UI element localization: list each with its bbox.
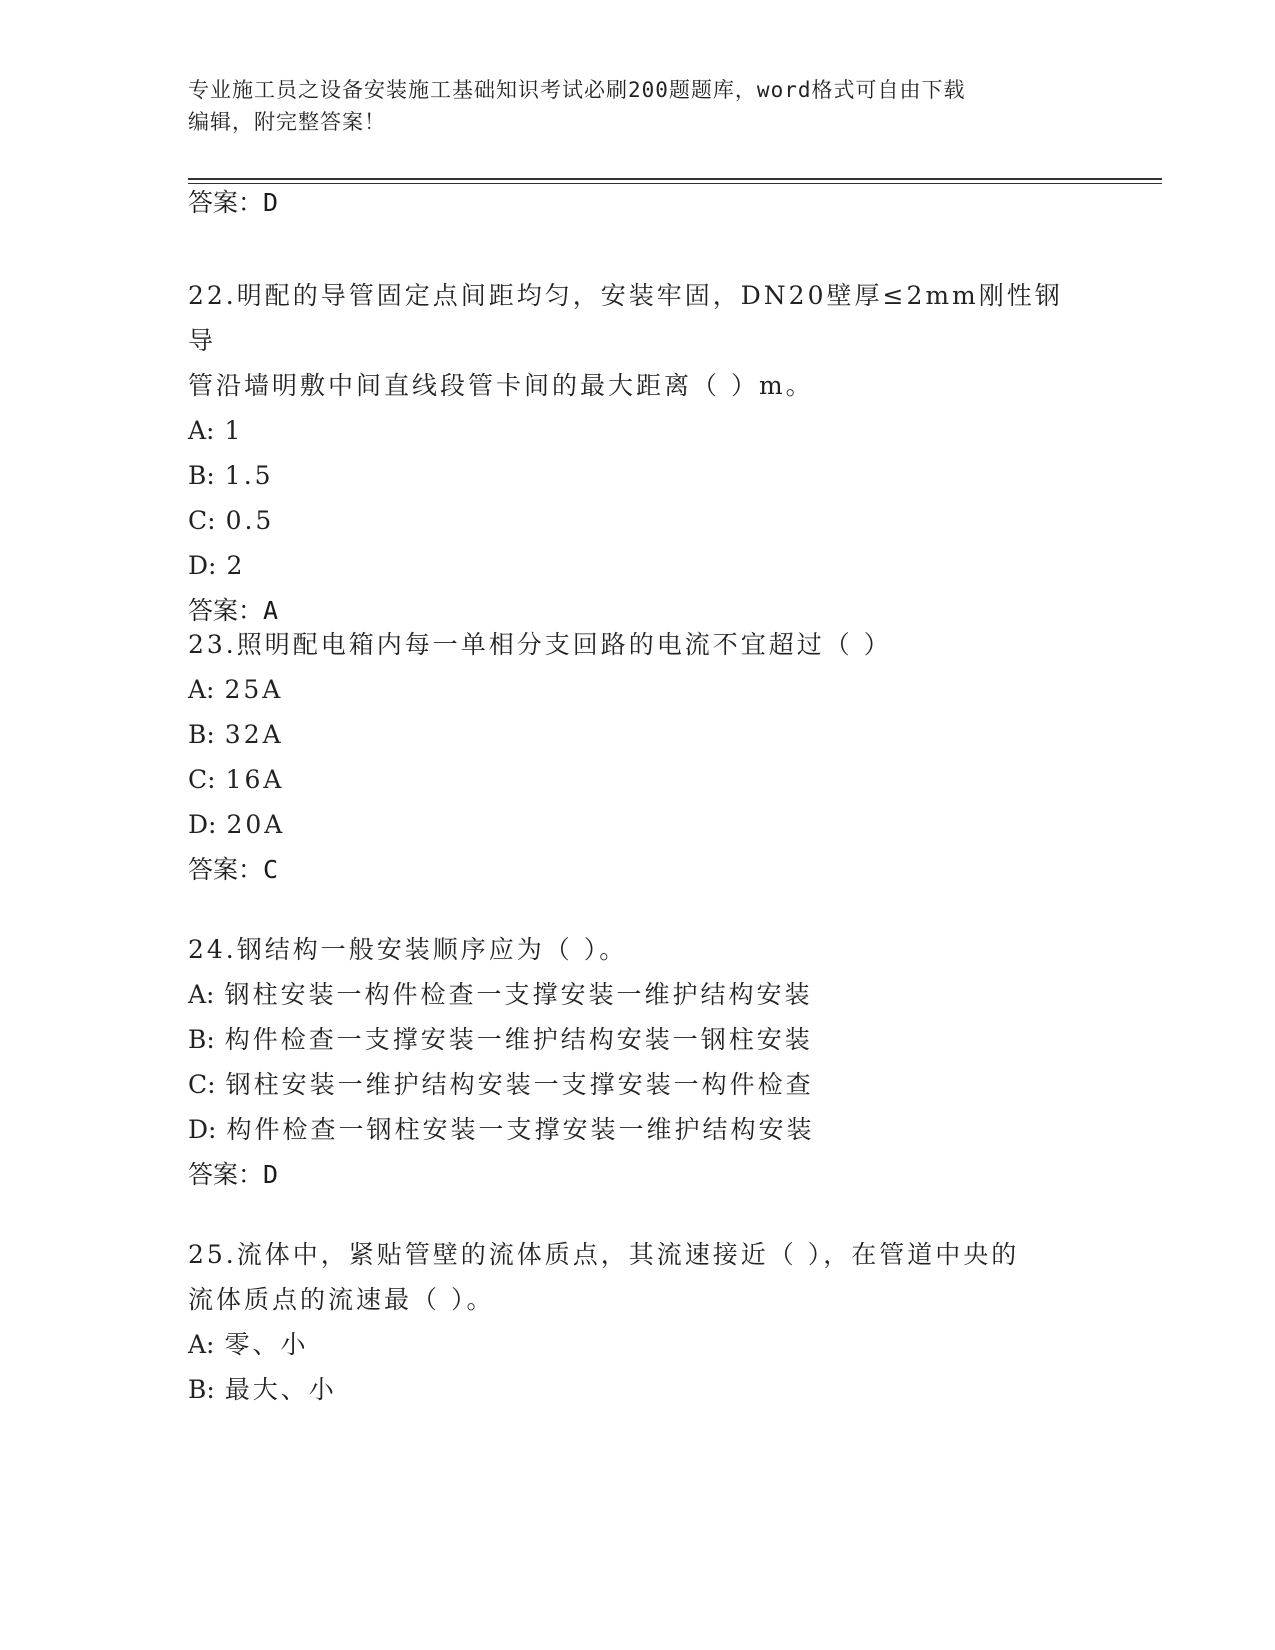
option-d [188, 1107, 1088, 1152]
question-text-line: 22.明配的导管固定点间距均匀，安装牢固，DN20壁厚≤2mm刚性钢导 [188, 281, 1063, 355]
option-letter: B: [188, 461, 215, 490]
option-text: 钢柱安装一构件检查一支撑安装一维护结构安装 [224, 980, 813, 1009]
option-letter: D: [188, 1115, 217, 1144]
option-letter: C: [188, 765, 216, 794]
option-text: 钢柱安装一维护结构安装一支撑安装一构件检查 [225, 1070, 814, 1099]
option-b [188, 1367, 1088, 1412]
option-c [188, 1062, 1088, 1107]
header-divider-thick [188, 178, 1162, 180]
option-a [188, 408, 1088, 453]
header-line-1: 专业施工员之设备安装施工基础知识考试必刷200题题库，word格式可自由下载 [188, 78, 966, 102]
option-letter: B: [188, 1375, 215, 1404]
option-a [188, 972, 1088, 1017]
option-letter: D: [188, 551, 217, 580]
option-letter: B: [188, 720, 215, 749]
option-letter: C: [188, 1070, 216, 1099]
previous-answer-block [188, 188, 1088, 218]
option-d [188, 802, 1088, 847]
option-b [188, 712, 1088, 757]
question-text-line: 23.照明配电箱内每一单相分支回路的电流不宜超过（ ） [188, 630, 892, 659]
option-text: 0.5 [225, 506, 275, 535]
option-letter: A: [188, 416, 215, 445]
question-22 [188, 273, 1088, 626]
option-letter: B: [188, 1025, 215, 1054]
header-line-2: 编辑，附完整答案！ [188, 110, 386, 134]
answer-line: 答案：A [188, 596, 279, 625]
option-text: 25A [224, 675, 284, 704]
answer-line: 答案：D [188, 188, 279, 217]
option-c [188, 757, 1088, 802]
option-text: 2 [226, 551, 246, 580]
option-text: 16A [225, 765, 285, 794]
question-text-line: 管沿墙明敷中间直线段管卡间的最大距离（ ）m。 [188, 371, 814, 400]
question-text-line: 25.流体中，紧贴管壁的流体质点，其流速接近（ ），在管道中央的 [188, 1240, 1020, 1269]
option-text: 1.5 [224, 461, 274, 490]
question-text-line: 24.钢结构一般安装顺序应为（ ）。 [188, 935, 628, 964]
option-text: 构件检查一支撑安装一维护结构安装一钢柱安装 [224, 1025, 813, 1054]
option-letter: A: [188, 1330, 215, 1359]
option-b [188, 1017, 1088, 1062]
question-text-line: 流体质点的流速最（ ）。 [188, 1285, 495, 1314]
document-header [188, 74, 1088, 138]
answer-line: 答案：C [188, 855, 279, 884]
option-letter: C: [188, 506, 216, 535]
option-a [188, 1322, 1088, 1367]
option-d [188, 543, 1088, 588]
option-text: 最大、小 [224, 1375, 337, 1404]
answer-line: 答案：D [188, 1160, 279, 1189]
option-a [188, 667, 1088, 712]
option-text: 32A [224, 720, 284, 749]
option-text: 零、小 [224, 1330, 309, 1359]
option-letter: A: [188, 675, 215, 704]
header-divider-thin [188, 183, 1162, 184]
option-b [188, 453, 1088, 498]
option-letter: A: [188, 980, 215, 1009]
option-text: 20A [226, 810, 286, 839]
option-letter: D: [188, 810, 217, 839]
option-text: 构件检查一钢柱安装一支撑安装一维护结构安装 [226, 1115, 815, 1144]
option-c [188, 498, 1088, 543]
option-text: 1 [224, 416, 244, 445]
question-24 [188, 927, 1088, 1190]
question-23 [188, 622, 1088, 885]
question-25 [188, 1232, 1088, 1412]
